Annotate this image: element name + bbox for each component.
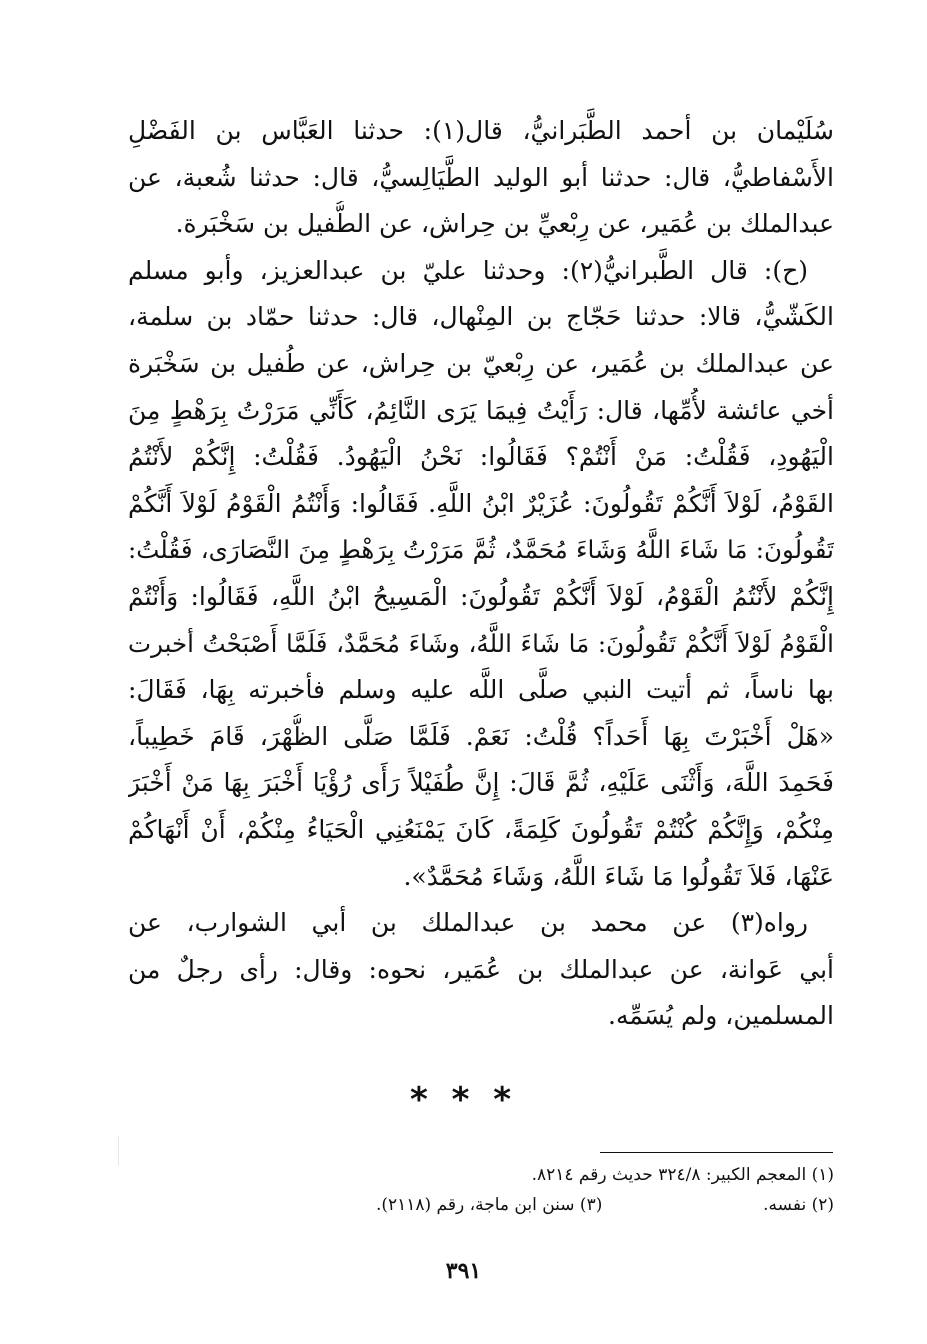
text-line: عن عبدالملك بن عُمَير، عن رِبْعيّ بن حِراش، عن طُفيل بن سَخْبَرة (128, 348, 834, 378)
section-separator: * * * (409, 1080, 517, 1120)
text-line: فَحَمِدَ اللَّهَ، وَأَثْنَى عَلَيْهِ، ثُمَّ قَالَ: إِنَّ طُفَيْلاً رَأَى رُؤْيَا أَخْبَرَ بِهَا مَنْ أَخْبَرَ (128, 768, 834, 798)
text-line: الأَسْفاطيُّ، قال: حدثنا أبو الوليد الطَّيَالِسيُّ، قال: حدثنا شُعبة، عن (128, 162, 834, 192)
text-line: «هَلْ أَخْبَرْتَ بِهَا أَحَداً؟ قُلْتُ: نَعَمْ. فَلَمَّا صَلَّى الظُّهْرَ، قَامَ خَطِيباً، (128, 721, 834, 751)
footnote-2: (٢) نفسه. (763, 1195, 834, 1215)
text-line: بها ناساً، ثم أتيت النبي صلَّى اللَّه عليه وسلم فأخبرته بِهَا، فَقَالَ: (128, 675, 834, 705)
footnote-rule (600, 1152, 833, 1153)
text-line: سُلَيْمان بن أحمد الطَّبَرانيُّ، قال(١): حدثنا العَبَّاس بن الفَضْلِ (128, 116, 834, 145)
margin-mark (118, 1136, 119, 1166)
text-line: (ح): قال الطَّبرانيُّ(٢): وحدثنا عليّ بن عبدالعزيز، وأبو مسلم (128, 255, 808, 285)
footnotes (128, 1160, 834, 1220)
text-line: أبي عَوانة، عن عبدالملك بن عُمَير، نحوه: وقال: رأى رجلٌ من (128, 954, 834, 984)
text-line: الْيَهُودِ، فَقُلْتُ: مَنْ أَنْتُمْ؟ فَقَالُوا: نَحْنُ الْيَهُودُ. فَقُلْتُ: إِنَّكُمْ لأَنْتُمُ (128, 442, 834, 472)
text-line: الكَشّيُّ، قالا: حدثنا حَجّاج بن المِنْهال، قال: حدثنا حمّاد بن سلمة، (128, 302, 834, 332)
text-line: تَقُولُونَ: مَا شَاءَ اللَّهُ وَشَاءَ مُحَمَّدٌ، ثُمَّ مَرَرْتُ بِرَهْطٍ مِنَ النَّصَارَى، فَقُلْتُ: (128, 535, 834, 565)
text-line: القَوْمُ، لَوْلاَ أَنَّكُمْ تَقُولُونَ: عُزَيْرٌ ابْنُ اللَّهِ. فَقَالُوا: وَأَنْتُمُ الْقَوْمُ لَوْلاَ أَنَّكُمْ (128, 488, 834, 518)
text-line: عَنْهَا، فَلاَ تَقُولُوا مَا شَاءَ اللَّهُ، وَشَاءَ مُحَمَّدٌ». (403, 861, 834, 891)
text-line: إِنَّكُمْ لأَنْتُمُ الْقَوْمُ، لَوْلاَ أَنَّكُمْ تَقُولُونَ: الْمَسِيحُ ابْنُ اللَّهِ، فَقَالُوا: وَأَنْتُمْ (128, 581, 834, 611)
footnote-1: (١) المعجم الكبير: ٣٢٤/٨ حديث رقم ٨٢١٤. (531, 1165, 834, 1185)
main-text (128, 108, 834, 1040)
page-number: ٣٩١ (445, 1258, 482, 1284)
text-line: رواه(٣) عن محمد بن عبدالملك بن أبي الشوارب، عن (128, 908, 808, 938)
text-line: مِنْكُمْ، وَإِنَّكُمْ كُنْتُمْ تَقُولُونَ كَلِمَةً، كَانَ يَمْنَعُنِي الْحَيَاءُ مِنْكُمْ، أَنْ أَنْهَاكُمْ (128, 814, 834, 844)
footnote-row-2-3 (128, 1190, 834, 1220)
text-line: أخي عائشة لأُمِّها، قال: رَأَيْتُ فِيمَا يَرَى النَّائِمُ، كَأَنِّي مَرَرْتُ بِرَهْطٍ مِنَ (128, 395, 834, 425)
text-line: المسلمين، ولم يُسَمِّه. (608, 1001, 834, 1031)
footnote-3: (٣) سنن ابن ماجة، رقم (٢١١٨). (375, 1195, 603, 1215)
text-line: الْقَوْمُ لَوْلاَ أَنَّكُمْ تَقُولُونَ: مَا شَاءَ اللَّهُ، وشَاءَ مُحَمَّدٌ، فَلَمَّا أَصْبَحْتُ أخبرت (128, 628, 834, 658)
text-line: عبدالملك بن عُمَير، عن رِبْعيِّ بن حِراش، عن الطُّفيل بن سَخْبَرة. (175, 209, 834, 239)
